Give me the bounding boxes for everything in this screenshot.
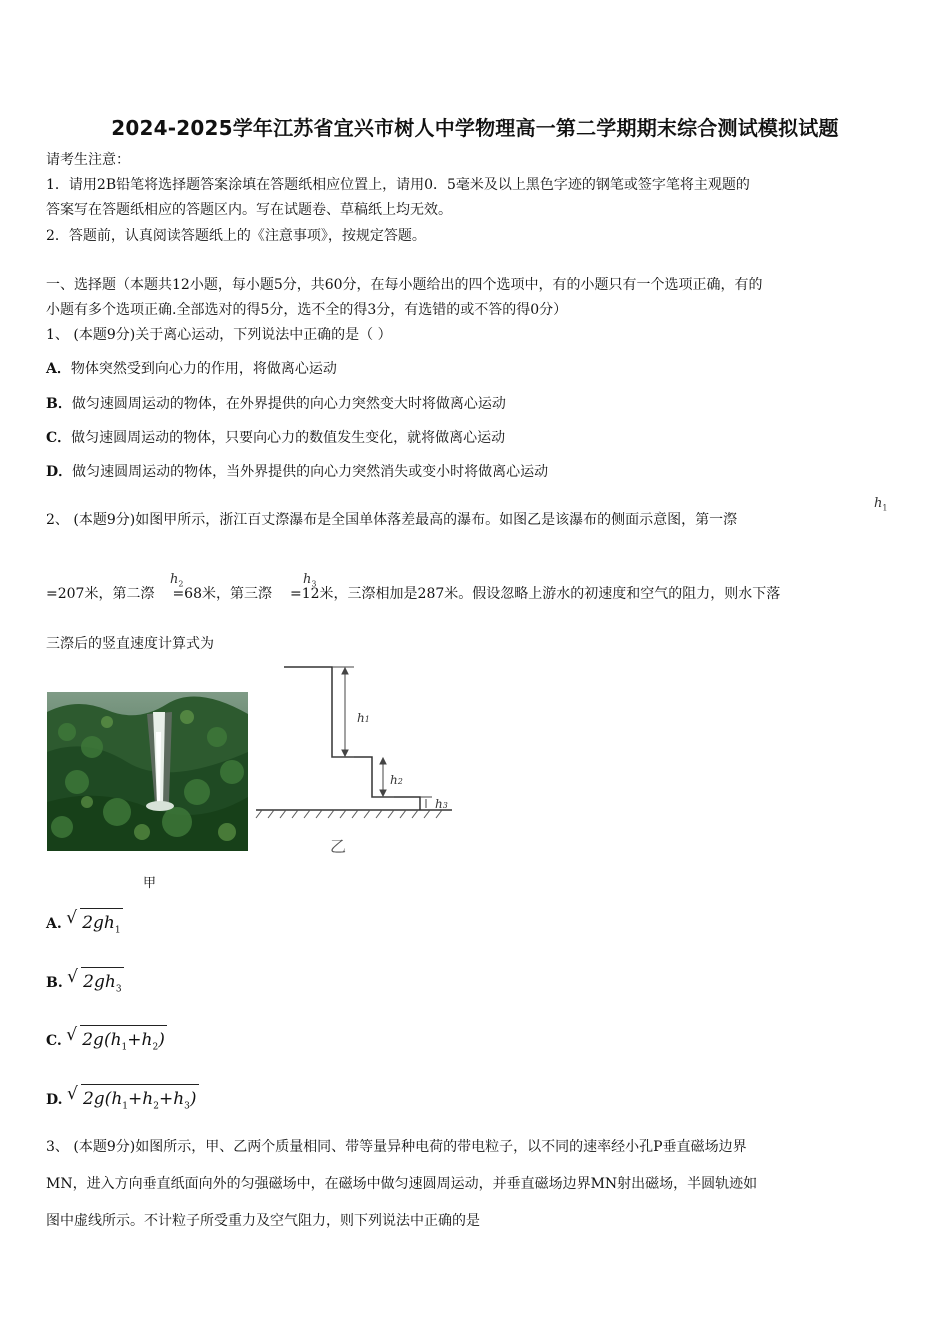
waterfall-image [47, 692, 248, 851]
stem-text: =207米，第二漈 [46, 586, 155, 602]
option-text: 物体突然受到向心力的作用，将做离心运动 [70, 361, 337, 377]
sqrt-expression: √ $2gh_1$ [66, 908, 122, 944]
option-text: 做匀速圆周运动的物体，当外界提供的向心力突然消失或变小时将做离心运动 [72, 464, 549, 480]
q2-option-b [46, 967, 124, 1003]
waterfall-photo [47, 692, 248, 851]
q1-option-c [46, 428, 505, 448]
option-label: B. [46, 975, 63, 991]
option-label: C. [46, 1033, 62, 1049]
q1-option-a [46, 359, 337, 379]
q3-stem-line-1: 3、 (本题9分)如图所示，甲、乙两个质量相同、带等量异种电荷的带电粒子，以不同的速率经小孔P垂直磁场边界 [46, 1139, 747, 1155]
stem-text: =12米，三漈相加是287米。假设忽略上游水的初速度和空气的阻力，则水下落 [290, 586, 781, 602]
notice-item-1-line-1: 1．请用2B铅笔将选择题答案涂填在答题纸相应位置上，请用0．5毫米及以上黑色字迹的钢笔或签字笔将主观题的 [46, 177, 750, 193]
q3-stem-line-3: 图中虚线所示。不计粒子所受重力及空气阻力，则下列说法中正确的是 [46, 1213, 480, 1229]
stem-text: =68米，第三漈 [172, 586, 272, 602]
h1-inline-symbol: $h_1$ [874, 496, 888, 513]
option-label: B． [46, 396, 72, 412]
h3-inline-symbol: $h_3$ [303, 572, 317, 589]
figure-yi-caption: 乙 [330, 837, 347, 856]
sqrt-expression: √ $2g(h_1+h_2+h_3)$ [67, 1084, 199, 1120]
label-h1: h1 [357, 711, 370, 725]
notice-heading: 请考生注意： [46, 152, 130, 168]
option-text: 做匀速圆周运动的物体，只要向心力的数值发生变化，就将做离心运动 [71, 430, 506, 446]
option-text: 做匀速圆周运动的物体，在外界提供的向心力突然变大时将做离心运动 [71, 396, 506, 412]
q2-option-a [46, 908, 123, 944]
option-label: A． [46, 361, 71, 377]
notice-item-1-line-2: 答案写在答题纸相应的答题区内。写在试题卷、草稿纸上均无效。 [46, 202, 452, 218]
q2-stem-line-1: 2、 (本题9分)如图甲所示，浙江百丈漈瀑布是全国单体落差最高的瀑布。如图乙是该瀑布的侧面示意图，第一漈 [46, 512, 738, 528]
label-h3: h3 [435, 797, 448, 811]
option-label: A. [46, 916, 62, 932]
q1-option-d [46, 462, 548, 482]
page-title: 2024-2025学年江苏省宜兴市树人中学物理高一第二学期期末综合测试模拟试题 [111, 116, 839, 140]
option-label: D. [46, 1092, 63, 1108]
q2-stem-line-3: 三漈后的竖直速度计算式为 [46, 636, 214, 652]
q2-stem-line-2 [46, 584, 780, 604]
q2-option-c [46, 1025, 167, 1061]
notice-item-2: 2．答题前，认真阅读答题纸上的《注意事项》，按规定答题。 [46, 228, 426, 244]
sqrt-expression: √ $2gh_3$ [67, 967, 123, 1003]
q2-option-d [46, 1084, 199, 1120]
h2-inline-symbol: $h_2$ [170, 572, 184, 589]
q1-option-b [46, 394, 506, 414]
section-heading-line-2: 小题有多个选项正确.全部选对的得5分，选不全的得3分，有选错的或不答的得0分） [46, 302, 568, 318]
sqrt-expression: √ $2g(h_1+h_2)$ [66, 1025, 167, 1061]
label-h2: h2 [390, 773, 403, 787]
option-label: D． [46, 464, 73, 480]
q3-stem-line-2: MN，进入方向垂直纸面向外的匀强磁场中，在磁场中做匀速圆周运动，并垂直磁场边界MN射出磁场，半圆轨迹如 [46, 1176, 758, 1192]
section-heading-line-1: 一、选择题（本题共12小题，每小题5分，共60分，在每小题给出的四个选项中，有的小题只有一个选项正确，有的 [46, 277, 763, 293]
option-label: C． [46, 430, 72, 446]
figure-jia-caption: 甲 [143, 876, 157, 891]
q1-stem: 1、 (本题9分)关于离心运动，下列说法中正确的是（ ） [46, 327, 392, 343]
waterfall-schematic [252, 660, 467, 860]
